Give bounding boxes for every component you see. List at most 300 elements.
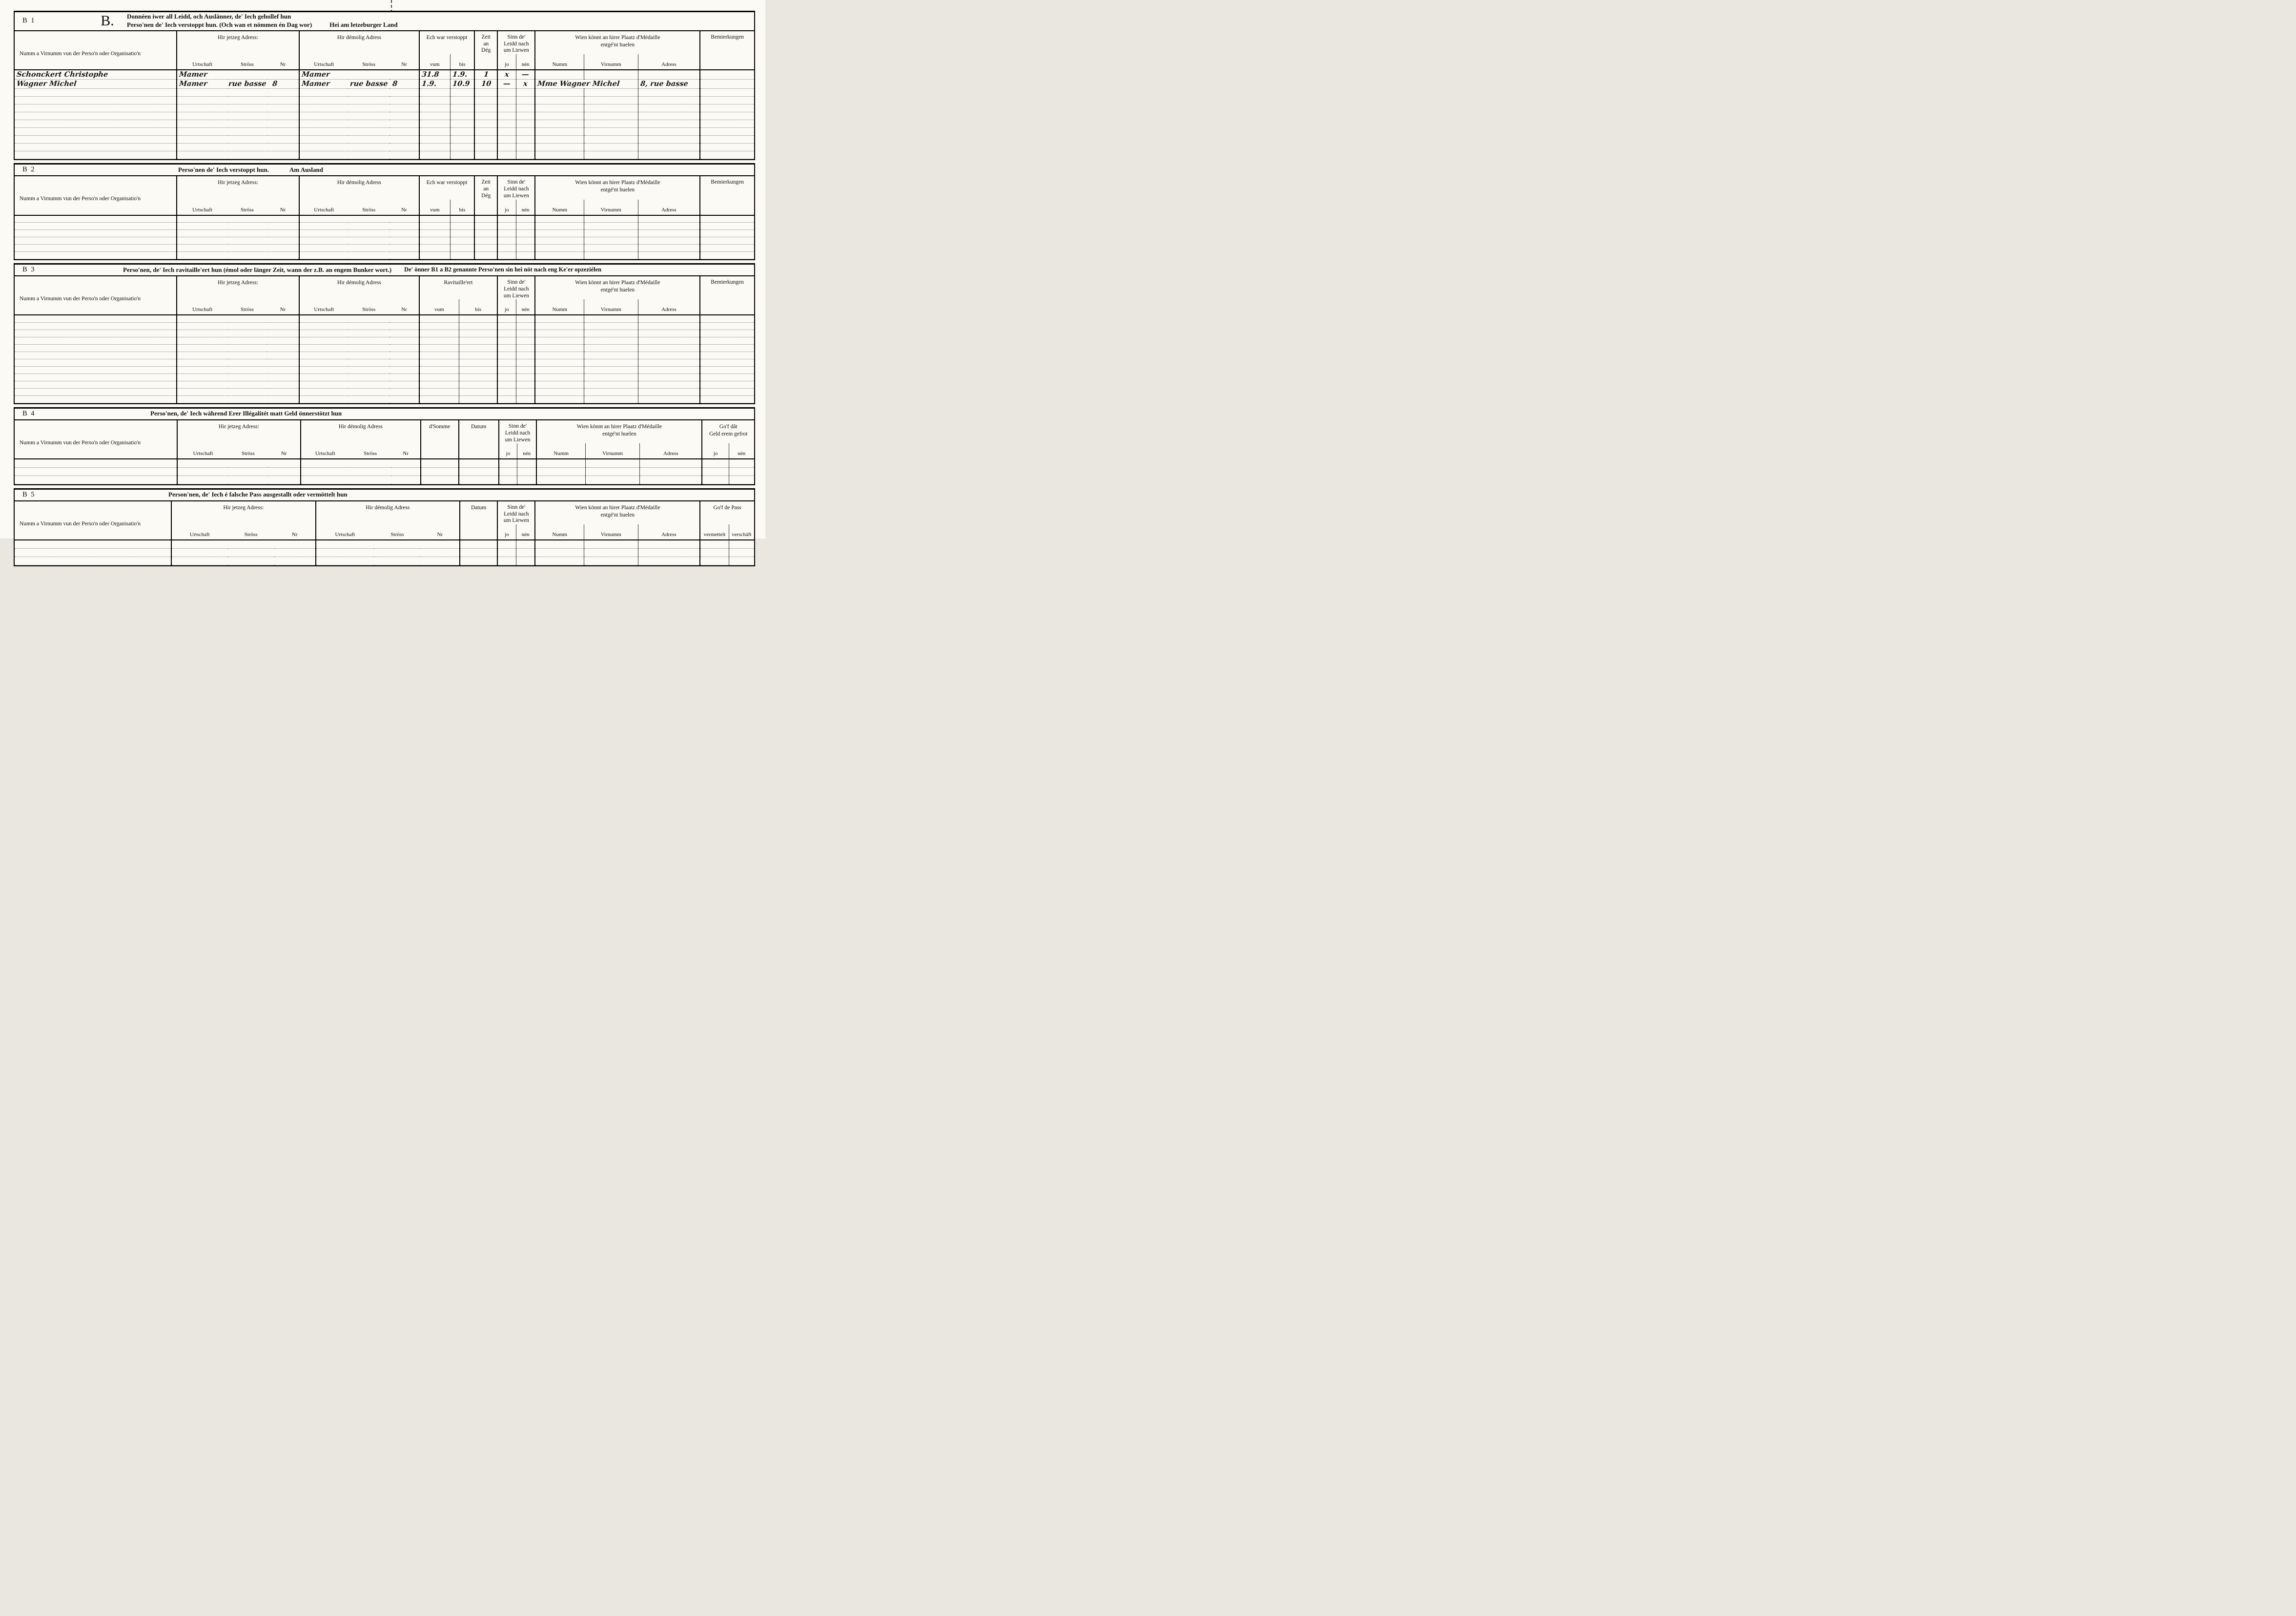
- section-b1-title: [127, 13, 398, 29]
- empty-cell: [535, 237, 584, 245]
- empty-cell: [459, 359, 497, 366]
- empty-cell: [584, 388, 638, 395]
- empty-cell: [299, 330, 419, 337]
- empty-cell: [638, 252, 700, 259]
- empty-cell: [299, 252, 419, 259]
- b1-empty-row: [15, 97, 754, 104]
- b5-sub-urtschaft-now: Urtschaft: [171, 524, 227, 540]
- empty-cell: [497, 245, 516, 252]
- entry-vum: 1.9.: [419, 80, 451, 89]
- empty-cell: [700, 315, 754, 322]
- b2-empty-row: [15, 252, 754, 259]
- b4-col-date: Datum: [459, 420, 499, 459]
- empty-cell: [177, 237, 299, 245]
- empty-cell: [638, 359, 700, 366]
- empty-cell: [516, 557, 535, 565]
- b4-empty-row: [15, 467, 754, 476]
- empty-cell: [584, 230, 638, 237]
- b1-empty-row: [15, 144, 754, 151]
- empty-cell: [15, 128, 177, 136]
- b3-col-name: Numm a Virnumm vun der Perso'n oder Organisatio'n: [15, 276, 177, 315]
- entry-former-address: Mamer: [299, 70, 419, 80]
- empty-cell: [171, 540, 315, 548]
- b5-sub-virnumm: Virnumm: [584, 524, 638, 540]
- empty-cell: [516, 344, 535, 352]
- b2-empty-row: [15, 223, 754, 230]
- empty-cell: [177, 322, 299, 330]
- b3-sub-virnumm: Virnumm: [584, 299, 638, 315]
- b4-sub-geld-nen: nén: [729, 443, 754, 459]
- empty-cell: [299, 144, 419, 151]
- section-b3-title: Perso'nen, de' Iech ravitaille'ert hun (émol oder länger Zeit, wann der z.B. an engem Bunker wort.): [123, 266, 392, 273]
- empty-cell: [419, 330, 459, 337]
- b1-sub-stross-now: Ströss: [227, 54, 266, 70]
- empty-cell: [640, 467, 702, 476]
- empty-cell: [299, 151, 419, 159]
- empty-cell: [700, 337, 754, 344]
- b3-empty-row: [15, 337, 754, 344]
- empty-cell: [450, 151, 474, 159]
- b2-sub-nen: nén: [516, 200, 535, 215]
- empty-cell: [729, 459, 754, 467]
- empty-cell: [474, 151, 497, 159]
- section-b3-header: [15, 265, 754, 276]
- empty-cell: [299, 337, 419, 344]
- empty-cell: [450, 120, 474, 128]
- empty-cell: [516, 89, 535, 97]
- empty-cell: [638, 89, 700, 97]
- b3-col-medal: Wien könnt an hirer Plaatz d'Médaille entgé'nt huelen: [535, 276, 700, 299]
- empty-cell: [584, 89, 638, 97]
- b1-sub-virnumm: Virnumm: [584, 54, 638, 70]
- b5-col-name: Numm a Virnumm vun der Perso'n oder Organisatio'n: [15, 501, 171, 540]
- empty-cell: [516, 330, 535, 337]
- empty-cell: [450, 237, 474, 245]
- empty-cell: [419, 151, 451, 159]
- empty-cell: [535, 136, 584, 144]
- empty-cell: [638, 322, 700, 330]
- empty-cell: [729, 467, 754, 476]
- b2-col-alive: Sinn de' Leidd nach um Liewen: [497, 176, 535, 199]
- empty-cell: [497, 223, 516, 230]
- empty-cell: [516, 223, 535, 230]
- empty-cell: [584, 540, 638, 548]
- empty-cell: [419, 223, 451, 230]
- b4-table: [15, 420, 754, 484]
- empty-cell: [700, 557, 729, 565]
- empty-cell: [15, 373, 177, 381]
- empty-cell: [419, 344, 459, 352]
- b2-table: [15, 176, 754, 259]
- empty-cell: [497, 322, 516, 330]
- empty-cell: [497, 344, 516, 352]
- empty-cell: [638, 557, 700, 565]
- empty-cell: [584, 359, 638, 366]
- empty-cell: [177, 252, 299, 259]
- empty-cell: [15, 540, 171, 548]
- empty-cell: [516, 252, 535, 259]
- empty-cell: [474, 230, 497, 237]
- empty-cell: [419, 104, 451, 112]
- empty-cell: [450, 230, 474, 237]
- empty-cell: [419, 237, 451, 245]
- b5-col-former-address: Hir démolig Adress: [316, 501, 460, 524]
- empty-cell: [702, 459, 729, 467]
- b3-empty-row: [15, 373, 754, 381]
- empty-cell: [177, 366, 299, 373]
- b1-sub-nr-old: Nr: [390, 54, 419, 70]
- empty-cell: [177, 120, 299, 128]
- b3-sub-jo: jo: [497, 299, 516, 315]
- empty-cell: [536, 467, 585, 476]
- b5-sub-numm: Numm: [535, 524, 584, 540]
- empty-cell: [535, 245, 584, 252]
- section-b3: [14, 263, 755, 404]
- empty-cell: [177, 373, 299, 381]
- section-b1-header: [15, 12, 754, 31]
- empty-cell: [316, 540, 460, 548]
- empty-cell: [497, 120, 516, 128]
- empty-cell: [474, 245, 497, 252]
- empty-cell: [584, 136, 638, 144]
- empty-cell: [474, 104, 497, 112]
- empty-cell: [177, 459, 300, 467]
- b2-col-remarks: Bemierkungen: [700, 176, 754, 215]
- empty-cell: [419, 352, 459, 359]
- empty-cell: [177, 136, 299, 144]
- b4-sub-stross-old: Ströss: [349, 443, 391, 459]
- b2-empty-row: [15, 245, 754, 252]
- empty-cell: [15, 104, 177, 112]
- empty-cell: [497, 330, 516, 337]
- empty-cell: [535, 128, 584, 136]
- empty-cell: [474, 89, 497, 97]
- empty-cell: [700, 89, 754, 97]
- b5-sub-vermettelt: vermettelt: [700, 524, 729, 540]
- b4-col-current-address: Hir jetzeg Adress:: [177, 420, 300, 443]
- empty-cell: [584, 223, 638, 230]
- empty-cell: [15, 467, 177, 476]
- empty-cell: [421, 459, 459, 467]
- empty-cell: [177, 144, 299, 151]
- empty-cell: [535, 230, 584, 237]
- b3-empty-row: [15, 395, 754, 403]
- empty-cell: [474, 223, 497, 230]
- empty-cell: [638, 388, 700, 395]
- entry-days: 1: [474, 70, 497, 80]
- section-b3-id: B 3: [22, 266, 36, 274]
- b2-col-current-address: Hir jetzeg Adress:: [177, 176, 299, 199]
- empty-cell: [729, 557, 754, 565]
- section-b5-title: Person'nen, de' Iech é falsche Pass ausgestallt oder vermöttelt hun: [168, 491, 348, 498]
- empty-cell: [584, 322, 638, 330]
- empty-cell: [535, 151, 584, 159]
- empty-cell: [497, 136, 516, 144]
- b1-sub-urtschaft-now: Urtschaft: [177, 54, 228, 70]
- empty-cell: [700, 344, 754, 352]
- b3-empty-row: [15, 381, 754, 388]
- empty-cell: [535, 381, 584, 388]
- b5-table: [15, 501, 754, 565]
- empty-cell: [497, 540, 516, 548]
- empty-cell: [638, 373, 700, 381]
- empty-cell: [460, 557, 497, 565]
- empty-cell: [15, 344, 177, 352]
- empty-cell: [700, 97, 754, 104]
- empty-cell: [15, 557, 171, 565]
- empty-cell: [702, 467, 729, 476]
- b2-col-name: Numm a Virnumm vun der Perso'n oder Organisatio'n: [15, 176, 177, 215]
- empty-cell: [638, 128, 700, 136]
- b5-sub-nen: nén: [516, 524, 535, 540]
- empty-cell: [497, 112, 516, 120]
- empty-cell: [536, 459, 585, 467]
- b2-sub-vum: vum: [419, 200, 451, 215]
- empty-cell: [638, 151, 700, 159]
- section-b3-title-right: De' önner B1 a B2 genannte Perso'nen sin hei nöt nach eng Ke'er opzeziélen: [404, 266, 602, 273]
- empty-cell: [299, 359, 419, 366]
- empty-cell: [516, 230, 535, 237]
- b5-sub-jo: jo: [497, 524, 516, 540]
- empty-cell: [638, 245, 700, 252]
- empty-cell: [586, 476, 640, 484]
- empty-cell: [460, 540, 497, 548]
- b5-empty-row: [15, 557, 754, 565]
- entry-current-address: Mamer rue basse 8: [177, 80, 299, 89]
- empty-cell: [729, 548, 754, 557]
- empty-cell: [638, 315, 700, 322]
- empty-cell: [299, 112, 419, 120]
- section-b2-title-right: Am Ausland: [289, 166, 323, 173]
- empty-cell: [700, 548, 729, 557]
- b2-sub-nr-now: Nr: [267, 200, 300, 215]
- empty-cell: [535, 252, 584, 259]
- b1-empty-row: [15, 136, 754, 144]
- empty-cell: [15, 459, 177, 467]
- empty-cell: [15, 395, 177, 403]
- empty-cell: [299, 395, 419, 403]
- empty-cell: [299, 388, 419, 395]
- b1-col-days: Zeit an Dég: [474, 31, 497, 70]
- empty-cell: [516, 97, 535, 104]
- b5-sub-stross-now: Ströss: [227, 524, 274, 540]
- section-b2: [14, 163, 755, 260]
- empty-cell: [171, 557, 315, 565]
- section-b4: [14, 407, 755, 485]
- b3-col-former-address: Hir démolig Adress: [299, 276, 419, 299]
- empty-cell: [517, 467, 537, 476]
- empty-cell: [535, 330, 584, 337]
- empty-cell: [177, 97, 299, 104]
- b2-col-hidden: Ech war verstoppt: [419, 176, 475, 199]
- empty-cell: [497, 557, 516, 565]
- empty-cell: [584, 215, 638, 223]
- empty-cell: [535, 89, 584, 97]
- empty-cell: [15, 89, 177, 97]
- empty-cell: [177, 467, 300, 476]
- empty-cell: [584, 337, 638, 344]
- empty-cell: [301, 467, 421, 476]
- b3-sub-vum: vum: [419, 299, 459, 315]
- empty-cell: [700, 381, 754, 388]
- empty-cell: [301, 459, 421, 467]
- empty-cell: [638, 104, 700, 112]
- b2-sub-adress: Adress: [638, 200, 700, 215]
- empty-cell: [700, 366, 754, 373]
- empty-cell: [584, 245, 638, 252]
- empty-cell: [516, 120, 535, 128]
- b1-col-name: Numm a Virnumm vun der Perso'n oder Organisatio'n: [15, 31, 177, 70]
- empty-cell: [584, 366, 638, 373]
- empty-cell: [459, 330, 497, 337]
- empty-cell: [450, 97, 474, 104]
- empty-cell: [497, 373, 516, 381]
- empty-cell: [584, 315, 638, 322]
- empty-cell: [15, 112, 177, 120]
- b2-sub-stross-now: Ströss: [227, 200, 266, 215]
- empty-cell: [584, 352, 638, 359]
- entry-days: 10: [474, 80, 497, 89]
- b4-sub-jo: jo: [499, 443, 517, 459]
- b4-empty-row: [15, 476, 754, 484]
- empty-cell: [419, 252, 451, 259]
- b1-empty-row: [15, 151, 754, 159]
- empty-cell: [700, 395, 754, 403]
- empty-cell: [586, 467, 640, 476]
- empty-cell: [584, 112, 638, 120]
- empty-cell: [177, 337, 299, 344]
- empty-cell: [516, 322, 535, 330]
- section-b4-title: Perso'nen, de' Iech während Erer Illégalitét matt Geld önnerstötzt hun: [150, 410, 342, 417]
- b2-col-medal: Wien könnt an hirer Plaatz d'Médaille entgé'nt huelen: [535, 176, 700, 199]
- b1-sub-nen: nén: [516, 54, 535, 70]
- empty-cell: [459, 315, 497, 322]
- empty-cell: [700, 120, 754, 128]
- empty-cell: [177, 344, 299, 352]
- empty-cell: [474, 136, 497, 144]
- b4-empty-row: [15, 459, 754, 467]
- empty-cell: [419, 359, 459, 366]
- b1-col-current-address: Hir jetzeg Adress:: [177, 31, 299, 54]
- empty-cell: [497, 151, 516, 159]
- empty-cell: [15, 252, 177, 259]
- empty-cell: [497, 359, 516, 366]
- entry-medal-numm: [535, 70, 584, 80]
- b4-col-money-returned: Go'f dât Geld erem gefrot: [709, 423, 748, 437]
- section-b1: [14, 11, 755, 160]
- empty-cell: [15, 352, 177, 359]
- entry-medal-virnumm: [584, 70, 638, 80]
- empty-cell: [177, 359, 299, 366]
- empty-cell: [700, 223, 754, 230]
- empty-cell: [474, 144, 497, 151]
- b2-col-former-address: Hir démolig Adress: [299, 176, 419, 199]
- empty-cell: [638, 144, 700, 151]
- empty-cell: [299, 366, 419, 373]
- empty-cell: [15, 245, 177, 252]
- empty-cell: [586, 459, 640, 467]
- empty-cell: [584, 557, 638, 565]
- empty-cell: [299, 230, 419, 237]
- empty-cell: [497, 352, 516, 359]
- empty-cell: [700, 322, 754, 330]
- empty-cell: [584, 151, 638, 159]
- empty-cell: [177, 395, 299, 403]
- empty-cell: [15, 230, 177, 237]
- empty-cell: [584, 344, 638, 352]
- b5-sub-nr-old: Nr: [421, 524, 460, 540]
- empty-cell: [177, 230, 299, 237]
- empty-cell: [419, 97, 451, 104]
- empty-cell: [638, 366, 700, 373]
- empty-cell: [516, 381, 535, 388]
- b5-sub-nr-now: Nr: [274, 524, 316, 540]
- b1-col-hidden: Ech war verstoppt: [419, 31, 475, 54]
- empty-cell: [700, 112, 754, 120]
- entry-alive-jo: —: [497, 80, 516, 89]
- entry-remarks: [700, 80, 754, 89]
- empty-cell: [535, 548, 584, 557]
- b1-empty-row: [15, 89, 754, 97]
- empty-cell: [535, 557, 584, 565]
- empty-cell: [15, 144, 177, 151]
- b3-empty-row: [15, 344, 754, 352]
- b2-sub-urtschaft-old: Urtschaft: [299, 200, 348, 215]
- empty-cell: [497, 548, 516, 557]
- entry-medal-adress: [638, 70, 700, 80]
- empty-cell: [459, 322, 497, 330]
- empty-cell: [535, 223, 584, 230]
- empty-cell: [299, 322, 419, 330]
- empty-cell: [460, 548, 497, 557]
- empty-cell: [535, 322, 584, 330]
- empty-cell: [516, 237, 535, 245]
- empty-cell: [517, 459, 537, 467]
- empty-cell: [535, 104, 584, 112]
- empty-cell: [459, 344, 497, 352]
- b1-empty-row: [15, 120, 754, 128]
- empty-cell: [299, 120, 419, 128]
- section-b5: [14, 488, 755, 566]
- empty-cell: [497, 237, 516, 245]
- empty-cell: [535, 97, 584, 104]
- empty-cell: [584, 128, 638, 136]
- empty-cell: [171, 548, 315, 557]
- entry-current-address: Mamer: [177, 70, 299, 80]
- empty-cell: [15, 97, 177, 104]
- empty-cell: [419, 337, 459, 344]
- b3-col-supplied: Ravitaille'ert: [419, 276, 498, 299]
- empty-cell: [497, 337, 516, 344]
- empty-cell: [15, 315, 177, 322]
- b2-sub-nr-old: Nr: [390, 200, 419, 215]
- empty-cell: [700, 359, 754, 366]
- b4-col-former-address: Hir démolig Adress: [301, 420, 421, 443]
- entry-medal-adress: 8, rue basse: [638, 80, 700, 89]
- b1-col-medal: Wien könnt an hirer Plaatz d'Médaille entgé'nt huelen: [535, 31, 700, 54]
- b4-sub-virnumm: Virnumm: [586, 443, 640, 459]
- empty-cell: [316, 557, 460, 565]
- empty-cell: [497, 388, 516, 395]
- empty-cell: [419, 373, 459, 381]
- b5-sub-urtschaft-old: Urtschaft: [316, 524, 374, 540]
- empty-cell: [516, 548, 535, 557]
- empty-cell: [419, 230, 451, 237]
- empty-cell: [640, 459, 702, 467]
- empty-cell: [459, 352, 497, 359]
- empty-cell: [700, 352, 754, 359]
- b3-empty-row: [15, 315, 754, 322]
